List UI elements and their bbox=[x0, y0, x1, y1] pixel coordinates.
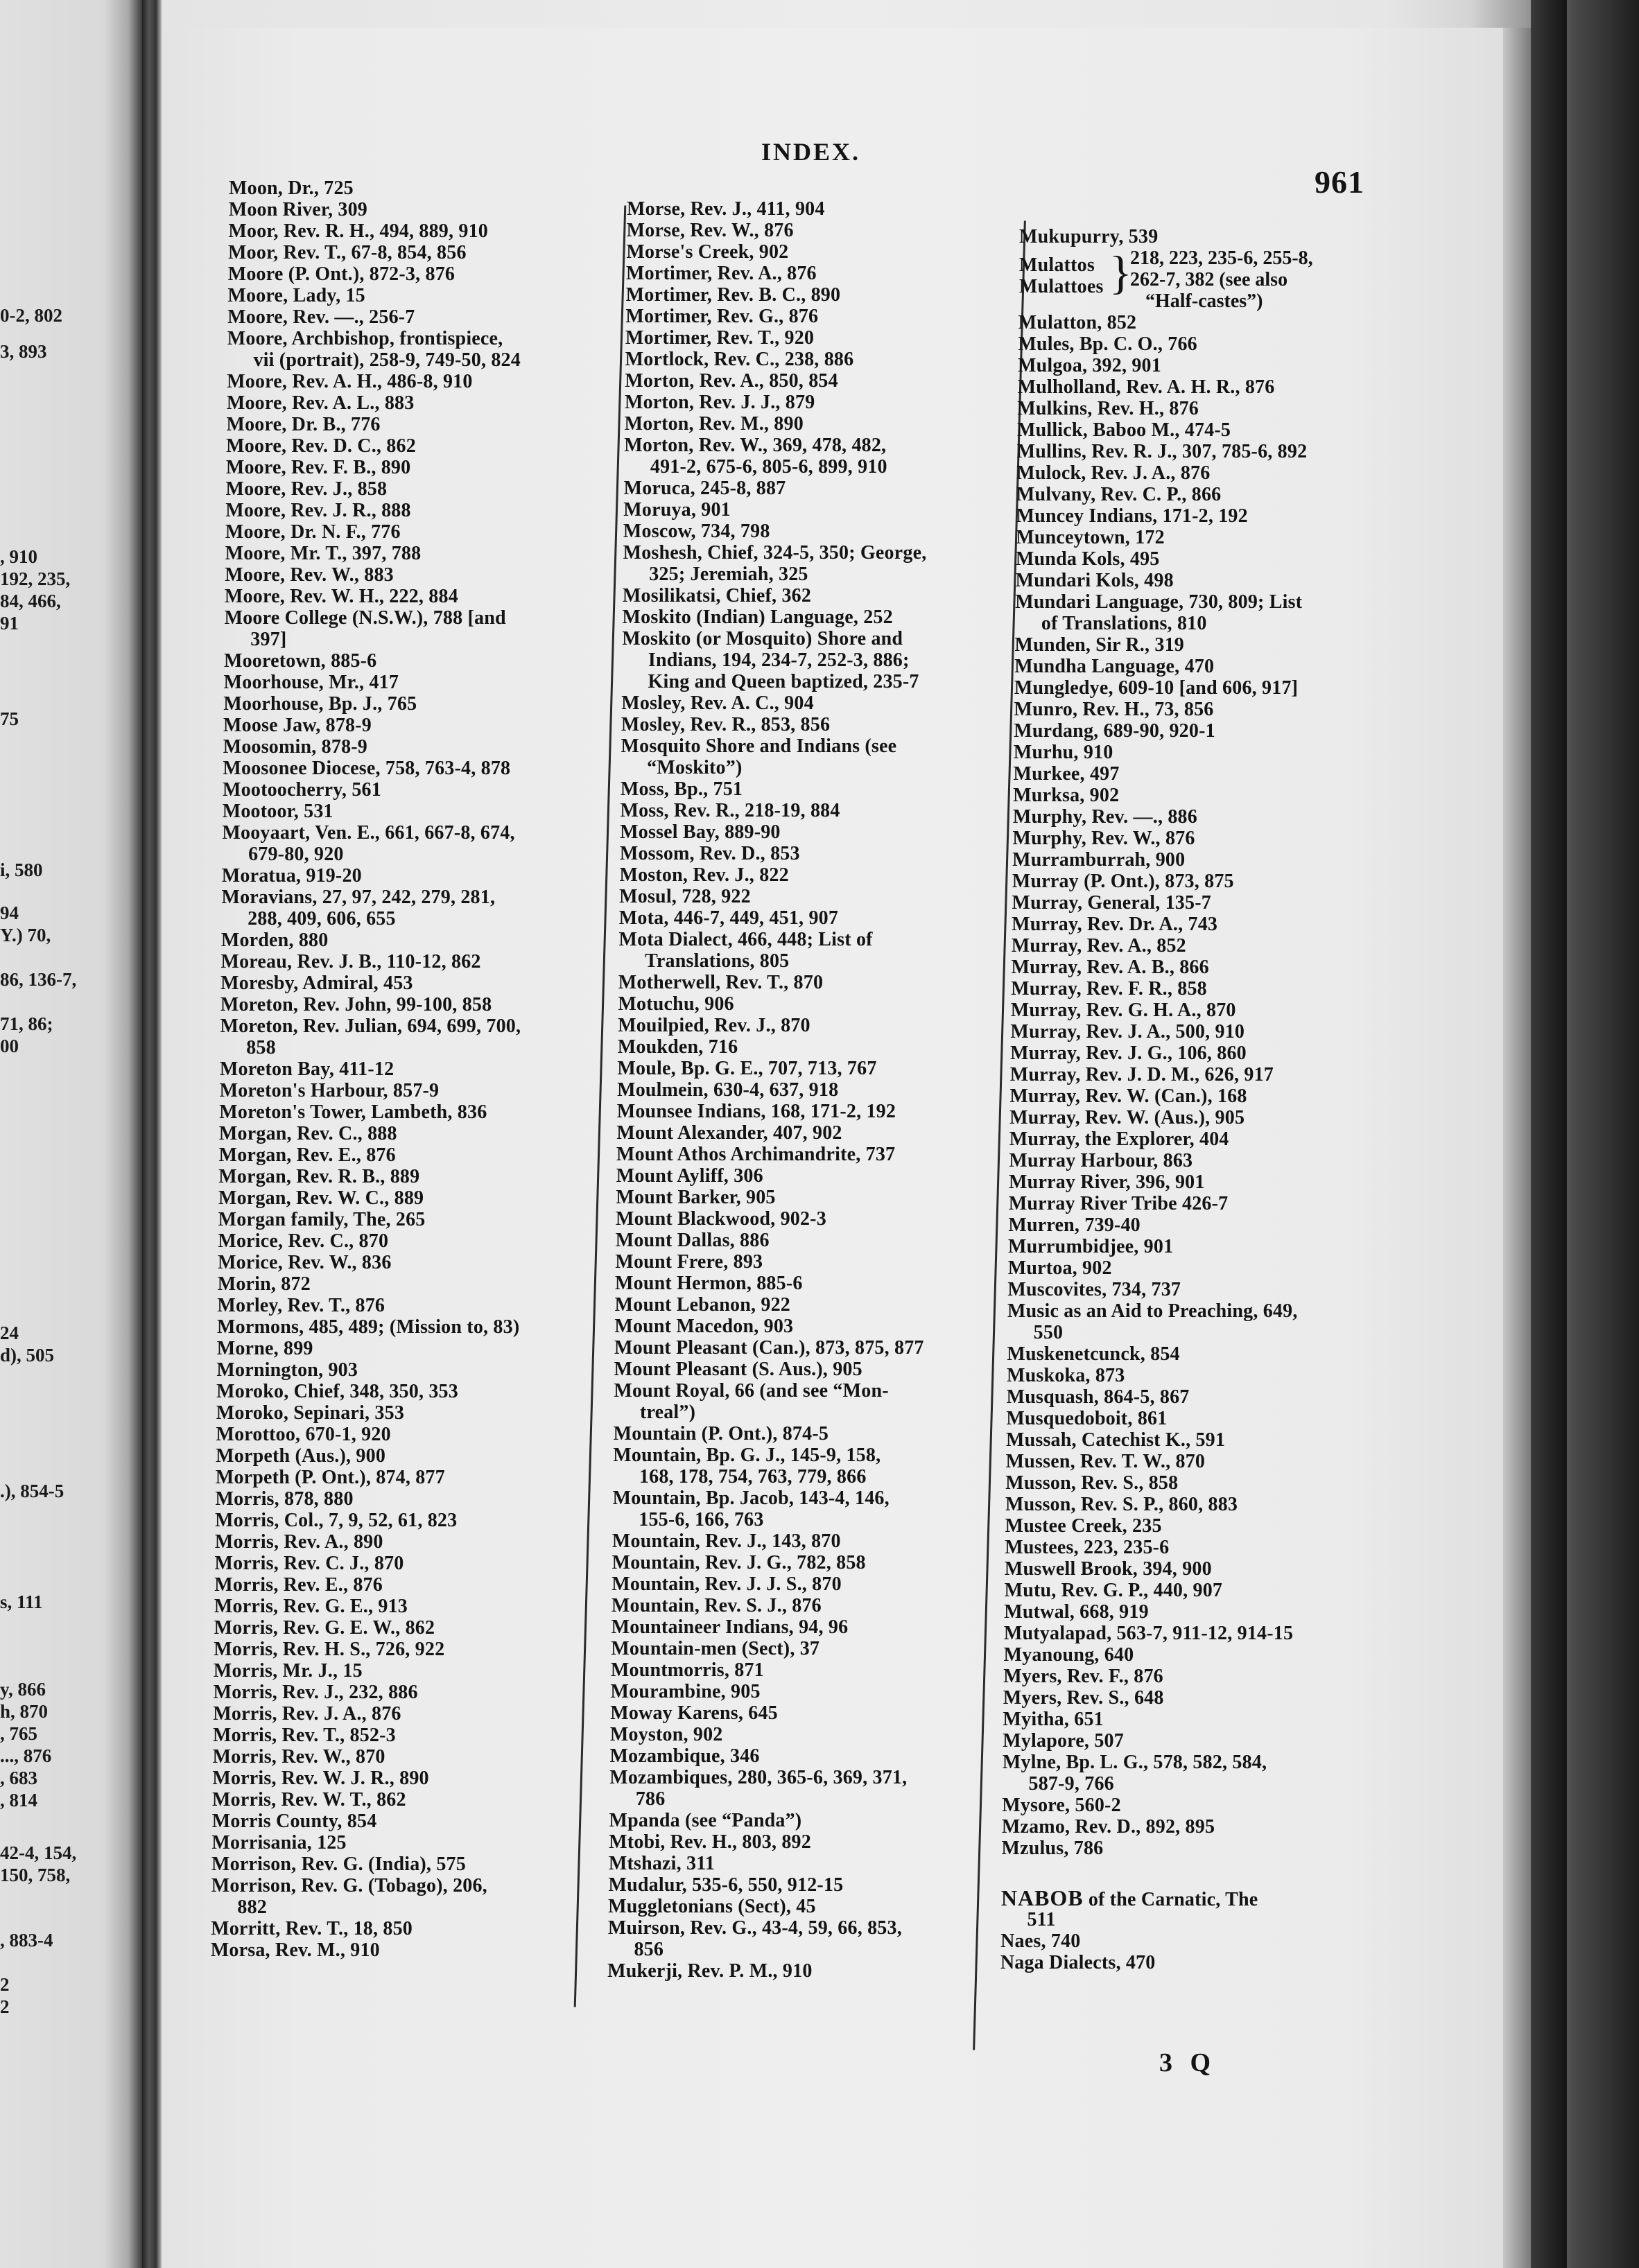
index-entry: Mount Barker, 905 bbox=[616, 1187, 776, 1208]
index-entry: Morse, Rev. W., 876 bbox=[626, 220, 794, 241]
index-entry: Morgan, Rev. R. B., 889 bbox=[218, 1166, 420, 1187]
index-entry: Mounsee Indians, 168, 171-2, 192 bbox=[616, 1101, 896, 1122]
index-entry: Mukupurry, 539 bbox=[1019, 226, 1159, 247]
index-entry: Morris, Col., 7, 9, 52, 61, 823 bbox=[215, 1510, 458, 1531]
index-entry: of Translations, 810 bbox=[1041, 613, 1207, 634]
previous-page-edge bbox=[0, 0, 142, 2268]
index-entry: Mutyalapad, 563-7, 911-12, 914-15 bbox=[1003, 1623, 1294, 1644]
index-entry: Mullins, Rev. R. J., 307, 785-6, 892 bbox=[1016, 441, 1308, 462]
index-entry: Moore, Rev. J. R., 888 bbox=[225, 500, 411, 521]
index-entry: King and Queen baptized, 235-7 bbox=[648, 671, 919, 692]
index-entry: Moore, Rev. F. B., 890 bbox=[225, 457, 411, 478]
index-entry: Naga Dialects, 470 bbox=[1000, 1952, 1156, 1973]
index-entry: Morice, Rev. C., 870 bbox=[218, 1230, 389, 1252]
index-entry: Mountmorris, 871 bbox=[610, 1659, 764, 1681]
index-entry: Moskito (or Mosquito) Shore and bbox=[622, 628, 903, 649]
index-entry: Mosquito Shore and Indians (see bbox=[621, 735, 897, 757]
index-entry: Moore, Archbishop, frontispiece, bbox=[227, 328, 503, 349]
index-entry: Mulatton, 852 bbox=[1018, 312, 1137, 333]
index-entry: Muscovites, 734, 737 bbox=[1007, 1279, 1181, 1300]
index-entry: Morpeth (P. Ont.), 874, 877 bbox=[215, 1467, 445, 1488]
index-entry: Moore, Rev. W. H., 222, 884 bbox=[224, 586, 458, 607]
index-entry: Morse's Creek, 902 bbox=[626, 241, 789, 263]
previous-page-text: , 883-4 bbox=[0, 1930, 53, 1951]
index-entry: Mount Athos Archimandrite, 737 bbox=[616, 1144, 896, 1165]
index-entry: Moulmein, 630-4, 637, 918 bbox=[617, 1079, 839, 1101]
index-entry: Morris, Rev. J., 232, 886 bbox=[213, 1682, 418, 1703]
index-entry: Moor, Rev. R. H., 494, 889, 910 bbox=[228, 220, 488, 242]
index-entry: Mortimer, Rev. G., 876 bbox=[625, 306, 819, 327]
previous-page-text: 86, 136-7, bbox=[0, 969, 77, 990]
previous-page-text: 84, 466, bbox=[0, 591, 61, 611]
index-entry: Morton, Rev. M., 890 bbox=[624, 413, 804, 435]
index-entry: Translations, 805 bbox=[645, 950, 790, 972]
index-entry: Musson, Rev. S., 858 bbox=[1005, 1472, 1179, 1494]
index-entry: Mudalur, 535-6, 550, 912-15 bbox=[608, 1874, 844, 1896]
index-entry: Mount Frere, 893 bbox=[615, 1251, 763, 1273]
index-entry: Myers, Rev. F., 876 bbox=[1003, 1666, 1163, 1687]
index-entry: Munda Kols, 495 bbox=[1015, 548, 1160, 570]
index-entry: Mountain, Rev. J. J. S., 870 bbox=[612, 1573, 842, 1595]
index-entry: Morgan, Rev. W. C., 889 bbox=[218, 1187, 424, 1209]
index-entry: Morden, 880 bbox=[220, 930, 329, 951]
index-entry: Mulattos bbox=[1019, 254, 1095, 276]
index-entry: Moreton, Rev. John, 99-100, 858 bbox=[220, 994, 492, 1015]
index-entry: Moose Jaw, 878-9 bbox=[223, 715, 372, 736]
index-entry: Morrison, Rev. G. (India), 575 bbox=[211, 1853, 466, 1875]
index-entry: Moukden, 716 bbox=[617, 1036, 738, 1058]
index-entry: Munro, Rev. H., 73, 856 bbox=[1014, 699, 1214, 720]
index-entry: Morris County, 854 bbox=[211, 1811, 377, 1832]
index-entry: Morris, Rev. G. E. W., 862 bbox=[214, 1617, 435, 1639]
index-entry: Mosley, Rev. R., 853, 856 bbox=[621, 714, 831, 735]
index-entry: Morris, Rev. W. T., 862 bbox=[212, 1789, 406, 1811]
index-entry: Moskito (Indian) Language, 252 bbox=[622, 607, 893, 628]
index-entry: Mount Pleasant (S. Aus.), 905 bbox=[614, 1359, 862, 1380]
index-entry: Murray, Rev. J. D. M., 626, 917 bbox=[1009, 1064, 1274, 1085]
index-entry: Mortlock, Rev. C., 238, 886 bbox=[625, 349, 854, 370]
index-entry: Mutu, Rev. G. P., 440, 907 bbox=[1004, 1580, 1223, 1601]
index-entry: Morton, Rev. A., 850, 854 bbox=[625, 370, 838, 392]
book-edge bbox=[1531, 0, 1567, 2268]
index-entry: Murray Harbour, 863 bbox=[1009, 1150, 1193, 1171]
index-entry: Moyston, 902 bbox=[609, 1724, 723, 1745]
index-entry: Mouilpied, Rev. J., 870 bbox=[618, 1015, 810, 1036]
index-entry: Morris, Rev. J. A., 876 bbox=[213, 1703, 401, 1725]
index-entry: 491-2, 675-6, 805-6, 899, 910 bbox=[650, 456, 887, 478]
index-entry: Mountain, Rev. S. J., 876 bbox=[611, 1595, 822, 1616]
index-entry: Moore, Rev. A. H., 486-8, 910 bbox=[227, 371, 473, 392]
index-entry: Moore, Dr. N. F., 776 bbox=[225, 521, 401, 543]
index-entry: Moreau, Rev. J. B., 110-12, 862 bbox=[220, 951, 481, 972]
index-entry: Moruca, 245-8, 887 bbox=[623, 478, 786, 499]
previous-page-text: y, 866 bbox=[0, 1679, 46, 1700]
index-entry: Mosley, Rev. A. C., 904 bbox=[621, 692, 814, 714]
index-entry: Mount Hermon, 885-6 bbox=[615, 1273, 803, 1294]
index-entry: Morottoo, 670-1, 920 bbox=[216, 1424, 391, 1445]
index-entry-continuation: 218, 223, 235-6, 255-8, bbox=[1130, 247, 1313, 269]
previous-page-text: , 814 bbox=[0, 1790, 37, 1811]
index-entry: Munceytown, 172 bbox=[1016, 527, 1165, 548]
previous-page-text: 42-4, 154, bbox=[0, 1842, 77, 1863]
previous-page-text: i, 580 bbox=[0, 860, 43, 880]
index-entry: Mountain, Rev. J., 143, 870 bbox=[612, 1530, 841, 1552]
index-entry: treal”) bbox=[639, 1402, 696, 1423]
index-entry: Myanoung, 640 bbox=[1003, 1644, 1134, 1666]
index-entry: 587-9, 766 bbox=[1028, 1773, 1114, 1795]
previous-page-text: 24 bbox=[0, 1323, 19, 1343]
index-entry: Mota, 446-7, 449, 451, 907 bbox=[618, 907, 839, 929]
index-entry: Murray, Rev. W. (Aus.), 905 bbox=[1009, 1107, 1245, 1128]
index-entry: Moore, Mr. T., 397, 788 bbox=[225, 543, 422, 564]
index-entry: Mootoor, 531 bbox=[222, 801, 333, 822]
index-entry: Muskoka, 873 bbox=[1006, 1365, 1125, 1386]
index-entry: 155-6, 166, 763 bbox=[639, 1509, 764, 1530]
index-entry: Mota Dialect, 466, 448; List of bbox=[618, 929, 873, 950]
index-entry: Moore, Rev. D. C., 862 bbox=[226, 435, 416, 457]
index-entry: Moor, Rev. T., 67-8, 854, 856 bbox=[228, 242, 467, 263]
index-entry: Morritt, Rev. T., 18, 850 bbox=[211, 1918, 413, 1939]
index-entry: Morton, Rev. W., 369, 478, 482, bbox=[624, 435, 887, 456]
index-entry: Mountain (P. Ont.), 874-5 bbox=[613, 1423, 829, 1445]
index-entry: 550 bbox=[1033, 1322, 1064, 1343]
index-entry: Mosul, 728, 922 bbox=[619, 886, 751, 907]
index-entry: Murksa, 902 bbox=[1013, 785, 1120, 806]
index-entry: Muirson, Rev. G., 43-4, 59, 66, 853, bbox=[607, 1917, 902, 1939]
index-entry: 325; Jeremiah, 325 bbox=[649, 564, 808, 585]
index-entry: Mossom, Rev. D., 853 bbox=[619, 843, 800, 864]
index-entry-nabob bbox=[1001, 1887, 1258, 1910]
index-entry: Munden, Sir R., 319 bbox=[1014, 634, 1184, 656]
index-entry: Morrisania, 125 bbox=[211, 1832, 347, 1853]
index-entry: Moway Karens, 645 bbox=[610, 1702, 778, 1724]
index-entry: Mzulus, 786 bbox=[1001, 1838, 1104, 1859]
index-entry: Moore, Rev. J., 858 bbox=[225, 478, 388, 500]
index-entry: Murkee, 497 bbox=[1013, 763, 1120, 785]
index-entry: Mysore, 560-2 bbox=[1002, 1795, 1121, 1816]
index-entry: Myers, Rev. S., 648 bbox=[1003, 1687, 1164, 1709]
previous-page-text: 0-2, 802 bbox=[0, 305, 62, 326]
index-entry: Mornington, 903 bbox=[216, 1359, 358, 1381]
index-entry: Mungledye, 609-10 [and 606, 917] bbox=[1014, 677, 1299, 699]
index-entry: Mountain, Rev. J. G., 782, 858 bbox=[612, 1552, 866, 1573]
index-entry: Moreton's Harbour, 857-9 bbox=[219, 1080, 440, 1101]
index-entry: Moreton, Rev. Julian, 694, 699, 700, bbox=[220, 1015, 521, 1037]
index-entry: Musquash, 864-5, 867 bbox=[1006, 1386, 1190, 1408]
index-entry: Moreton Bay, 411-12 bbox=[219, 1058, 394, 1080]
index-entry: Murrumbidjee, 901 bbox=[1008, 1236, 1174, 1257]
index-entry: Moore (P. Ont.), 872-3, 876 bbox=[227, 263, 456, 285]
index-entry: Moscow, 734, 798 bbox=[623, 521, 770, 542]
previous-page-text: ..., 876 bbox=[0, 1745, 52, 1766]
previous-page-text: 75 bbox=[0, 708, 19, 729]
previous-page-text: 2 bbox=[0, 1974, 10, 1995]
index-entry: Mozambique, 346 bbox=[609, 1745, 760, 1767]
previous-page-text: 2 bbox=[0, 1996, 10, 2017]
index-entry: Muswell Brook, 394, 900 bbox=[1004, 1558, 1212, 1580]
previous-page-text: .), 854-5 bbox=[0, 1481, 64, 1501]
previous-page-text: h, 870 bbox=[0, 1701, 49, 1722]
index-entry: Mount Ayliff, 306 bbox=[616, 1165, 763, 1187]
previous-page-text: 192, 235, bbox=[0, 568, 71, 589]
index-entry: Murray, Rev. W. (Can.), 168 bbox=[1009, 1085, 1247, 1107]
index-entry: Moresby, Admiral, 453 bbox=[220, 972, 413, 994]
previous-page-text: 94 bbox=[0, 902, 19, 923]
index-entry: Mutwal, 668, 919 bbox=[1004, 1601, 1149, 1623]
signature-mark: 3 Q bbox=[1159, 2048, 1217, 2077]
index-entry: 168, 178, 754, 763, 779, 866 bbox=[639, 1466, 867, 1488]
index-entry: 882 bbox=[237, 1896, 267, 1918]
index-entry: Moroko, Sepinari, 353 bbox=[216, 1402, 405, 1424]
book-gutter bbox=[142, 0, 162, 2268]
index-entry-continuation: 511 bbox=[1027, 1909, 1056, 1930]
index-entry: Murray River, 396, 901 bbox=[1009, 1171, 1205, 1193]
index-entry: Morpeth (Aus.), 900 bbox=[216, 1445, 386, 1467]
index-entry: Muncey Indians, 171-2, 192 bbox=[1016, 505, 1248, 527]
brace-mark: } bbox=[1109, 246, 1132, 299]
index-entry: Mountain, Bp. Jacob, 143-4, 146, bbox=[612, 1488, 890, 1509]
index-entry: Murray, Rev. Dr. A., 743 bbox=[1012, 914, 1218, 935]
index-entry: Moore, Dr. B., 776 bbox=[226, 414, 381, 435]
index-entry: Morley, Rev. T., 876 bbox=[217, 1295, 385, 1316]
index-entry: Mountaineer Indians, 94, 96 bbox=[611, 1616, 849, 1638]
previous-page-text: 150, 758, bbox=[0, 1865, 71, 1885]
index-entry: Moratua, 919-20 bbox=[221, 865, 362, 887]
letter-heading: NABOB bbox=[1000, 1885, 1084, 1910]
index-entry: Mundha Language, 470 bbox=[1014, 656, 1215, 677]
index-entry-text: of the Carnatic, The bbox=[1083, 1889, 1258, 1910]
index-entry: Murray River Tribe 426-7 bbox=[1008, 1193, 1229, 1214]
page-number: 961 bbox=[1315, 164, 1364, 200]
index-entry: Mtobi, Rev. H., 803, 892 bbox=[609, 1831, 811, 1853]
index-entry: 786 bbox=[635, 1788, 666, 1810]
index-entry: Murhu, 910 bbox=[1013, 742, 1113, 763]
index-entry: Morne, 899 bbox=[216, 1338, 313, 1359]
index-entry: Morris, Rev. W., 870 bbox=[212, 1746, 385, 1768]
index-entry: Mundari Kols, 498 bbox=[1015, 570, 1174, 591]
index-entry: Mount Blackwood, 902-3 bbox=[616, 1208, 826, 1230]
index-entry: Moravians, 27, 97, 242, 279, 281, bbox=[221, 887, 496, 908]
index-entry: Mussen, Rev. T. W., 870 bbox=[1005, 1451, 1206, 1472]
index-entry: Mulgoa, 392, 901 bbox=[1017, 355, 1161, 376]
index-entry: Mukerji, Rev. P. M., 910 bbox=[607, 1960, 813, 1982]
index-entry: Moore, Lady, 15 bbox=[227, 285, 365, 306]
index-entry: Indians, 194, 234-7, 252-3, 886; bbox=[648, 649, 910, 671]
index-entry: Murray (P. Ont.), 873, 875 bbox=[1012, 871, 1234, 892]
index-entry: Murtoa, 902 bbox=[1007, 1257, 1112, 1279]
index-entry: Morris, Rev. W. J. R., 890 bbox=[212, 1768, 429, 1789]
index-entry: Mussah, Catechist K., 591 bbox=[1005, 1429, 1226, 1451]
page-title: INDEX. bbox=[761, 138, 861, 166]
index-entry: Morin, 872 bbox=[217, 1273, 311, 1295]
index-entry: Mylne, Bp. L. G., 578, 582, 584, bbox=[1002, 1752, 1267, 1773]
index-entry: Moss, Bp., 751 bbox=[620, 778, 743, 800]
index-entry-continuation: “Half-castes”) bbox=[1145, 290, 1263, 312]
index-entry: Murray, the Explorer, 404 bbox=[1009, 1128, 1229, 1150]
previous-page-text: s, 111 bbox=[0, 1591, 43, 1612]
index-entry: Murphy, Rev. —., 886 bbox=[1012, 806, 1197, 828]
index-entry: Morris, Mr. J., 15 bbox=[213, 1660, 363, 1682]
index-entry: Mosilikatsi, Chief, 362 bbox=[622, 585, 812, 607]
index-entry-continuation: 262-7, 382 (see also bbox=[1130, 269, 1288, 290]
index-entry: Moore College (N.S.W.), 788 [and bbox=[224, 607, 506, 629]
index-entry: Mullick, Baboo M., 474-5 bbox=[1016, 419, 1231, 441]
index-entry: Moore, Rev. W., 883 bbox=[225, 564, 394, 586]
index-entry: Morris, Rev. C. J., 870 bbox=[214, 1553, 404, 1574]
index-entry: Mzamo, Rev. D., 892, 895 bbox=[1001, 1816, 1215, 1838]
index-entry: 856 bbox=[634, 1939, 664, 1960]
index-entry: Mules, Bp. C. O., 766 bbox=[1018, 333, 1197, 355]
index-entry: Mountain-men (Sect), 37 bbox=[611, 1638, 820, 1659]
index-entry: Morice, Rev. W., 836 bbox=[218, 1252, 392, 1273]
index-entry: Murray, General, 135-7 bbox=[1012, 892, 1211, 914]
index-entry: Murray, Rev. A. B., 866 bbox=[1011, 957, 1209, 978]
previous-page-text: 00 bbox=[0, 1036, 19, 1056]
index-entry: Moon, Dr., 725 bbox=[229, 177, 354, 199]
index-entry: Mount Dallas, 886 bbox=[615, 1230, 770, 1251]
index-entry: Moreton's Tower, Lambeth, 836 bbox=[219, 1101, 487, 1123]
index-entry: Morris, Rev. G. E., 913 bbox=[214, 1596, 408, 1617]
index-entry: Murphy, Rev. W., 876 bbox=[1012, 828, 1195, 849]
index-entry: Naes, 740 bbox=[1000, 1930, 1081, 1952]
index-entry: 679-80, 920 bbox=[248, 844, 344, 865]
index-entry: Mulkins, Rev. H., 876 bbox=[1017, 398, 1199, 419]
index-entry: Muskenetcunck, 854 bbox=[1007, 1343, 1180, 1365]
index-entry: Musquedoboit, 861 bbox=[1006, 1408, 1168, 1429]
index-entry: Morris, Rev. T., 852-3 bbox=[212, 1725, 396, 1746]
index-entry: Moon River, 309 bbox=[228, 199, 367, 220]
index-entry: Morris, Rev. E., 876 bbox=[214, 1574, 383, 1596]
index-entry: Mortimer, Rev. A., 876 bbox=[625, 263, 817, 284]
previous-page-text: , 910 bbox=[0, 546, 37, 567]
index-entry: Moosonee Diocese, 758, 763-4, 878 bbox=[223, 758, 511, 779]
index-entry: “Moskito”) bbox=[647, 757, 743, 778]
index-entry: Mount Alexander, 407, 902 bbox=[616, 1122, 842, 1144]
index-entry: Mtshazi, 311 bbox=[608, 1853, 716, 1874]
index-entry: Murray, Rev. G. H. A., 870 bbox=[1010, 1000, 1236, 1021]
previous-page-text: 91 bbox=[0, 613, 19, 634]
index-entry: Mourambine, 905 bbox=[610, 1681, 761, 1702]
index-entry: Mulattoes bbox=[1019, 276, 1104, 297]
previous-page-text: , 683 bbox=[0, 1768, 37, 1788]
index-entry: Mooretown, 885-6 bbox=[223, 650, 377, 672]
index-entry: Mount Royal, 66 (and see “Mon- bbox=[614, 1380, 889, 1402]
index-entry: vii (portrait), 258-9, 749-50, 824 bbox=[253, 349, 521, 371]
index-entry: Murren, 739-40 bbox=[1008, 1214, 1141, 1236]
index-entry: Morgan, Rev. E., 876 bbox=[218, 1144, 396, 1166]
index-entry: Moore, Rev. A. L., 883 bbox=[226, 392, 415, 414]
index-entry: 858 bbox=[246, 1037, 276, 1058]
index-entry: Muggletonians (Sect), 45 bbox=[608, 1896, 816, 1917]
index-entry: Morris, Rev. H. S., 726, 922 bbox=[214, 1639, 445, 1660]
previous-page-text: d), 505 bbox=[0, 1345, 55, 1366]
index-entry: Murray, Rev. J. A., 500, 910 bbox=[1010, 1021, 1245, 1043]
index-entry: Mulvany, Rev. C. P., 866 bbox=[1016, 484, 1222, 505]
index-entry: Myitha, 651 bbox=[1003, 1709, 1104, 1730]
index-entry: Mustees, 223, 235-6 bbox=[1005, 1537, 1170, 1558]
index-entry: Mortimer, Rev. T., 920 bbox=[625, 327, 815, 349]
index-entry: Murray, Rev. F. R., 858 bbox=[1011, 978, 1207, 1000]
index-entry: Moorhouse, Mr., 417 bbox=[223, 672, 399, 693]
index-entry: Morris, Rev. A., 890 bbox=[214, 1531, 383, 1553]
index-entry: Morse, Rev. J., 411, 904 bbox=[627, 198, 825, 220]
index-entry: Murramburrah, 900 bbox=[1012, 849, 1186, 871]
index-entry: 397] bbox=[250, 629, 287, 650]
index-entry: Mustee Creek, 235 bbox=[1005, 1515, 1162, 1537]
index-entry: Mount Pleasant (Can.), 873, 875, 877 bbox=[614, 1337, 924, 1359]
index-entry: Moshesh, Chief, 324-5, 350; George, bbox=[623, 542, 927, 564]
index-entry: 288, 409, 606, 655 bbox=[248, 908, 396, 930]
index-entry: Morton, Rev. J. J., 879 bbox=[624, 392, 815, 413]
index-entry: Murray, Rev. A., 852 bbox=[1011, 935, 1186, 957]
previous-page-text: , 765 bbox=[0, 1723, 37, 1744]
index-entry: Mundari Language, 730, 809; List bbox=[1015, 591, 1303, 613]
index-entry: Mulholland, Rev. A. H. R., 876 bbox=[1017, 376, 1275, 398]
index-entry: Morgan, Rev. C., 888 bbox=[218, 1123, 397, 1144]
index-entry: Moruya, 901 bbox=[623, 499, 731, 521]
index-entry: Morgan family, The, 265 bbox=[218, 1209, 426, 1230]
index-entry: Mootoocherry, 561 bbox=[223, 779, 381, 801]
index-entry: Moroko, Chief, 348, 350, 353 bbox=[216, 1381, 458, 1402]
index-entry: Moston, Rev. J., 822 bbox=[619, 864, 789, 886]
index-entry: Mpanda (see “Panda”) bbox=[609, 1810, 802, 1831]
index-entry: Moorhouse, Bp. J., 765 bbox=[223, 693, 417, 715]
index-entry: Mount Lebanon, 922 bbox=[614, 1294, 790, 1316]
index-entry: Mooyaart, Ven. E., 661, 667-8, 674, bbox=[222, 822, 515, 844]
previous-page-text: 71, 86; bbox=[0, 1013, 53, 1034]
previous-page-text: Y.) 70, bbox=[0, 925, 51, 945]
index-entry: Mossel Bay, 889-90 bbox=[620, 821, 781, 843]
index-entry: Mulock, Rev. J. A., 876 bbox=[1016, 462, 1211, 484]
index-entry: Mozambiques, 280, 365-6, 369, 371, bbox=[609, 1767, 908, 1788]
index-entry: Morris, 878, 880 bbox=[215, 1488, 354, 1510]
index-entry: Mortimer, Rev. B. C., 890 bbox=[625, 284, 841, 306]
index-entry: Musson, Rev. S. P., 860, 883 bbox=[1005, 1494, 1238, 1515]
index-entry: Mylapore, 507 bbox=[1003, 1730, 1124, 1752]
index-entry: Mormons, 485, 489; (Mission to, 83) bbox=[217, 1316, 520, 1338]
index-entry: Moore, Rev. —., 256-7 bbox=[227, 306, 415, 328]
index-entry: Morrison, Rev. G. (Tobago), 206, bbox=[211, 1875, 487, 1896]
index-entry: Mount Macedon, 903 bbox=[614, 1316, 794, 1337]
index-entry: Moosomin, 878-9 bbox=[223, 736, 368, 758]
index-entry: Music as an Aid to Preaching, 649, bbox=[1007, 1300, 1298, 1322]
index-entry: Moss, Rev. R., 218-19, 884 bbox=[620, 800, 840, 821]
index-entry: Motuchu, 906 bbox=[618, 993, 734, 1015]
index-entry: Murray, Rev. J. G., 106, 860 bbox=[1010, 1043, 1247, 1064]
index-entry: Murdang, 689-90, 920-1 bbox=[1014, 720, 1215, 742]
index-entry: Mountain, Bp. G. J., 145-9, 158, bbox=[613, 1445, 881, 1466]
index-entry: Moule, Bp. G. E., 707, 713, 767 bbox=[617, 1058, 877, 1079]
page-edge bbox=[1503, 28, 1531, 2268]
previous-page-text: 3, 893 bbox=[0, 341, 47, 362]
index-entry: Motherwell, Rev. T., 870 bbox=[618, 972, 824, 993]
index-entry: Morsa, Rev. M., 910 bbox=[210, 1939, 380, 1961]
